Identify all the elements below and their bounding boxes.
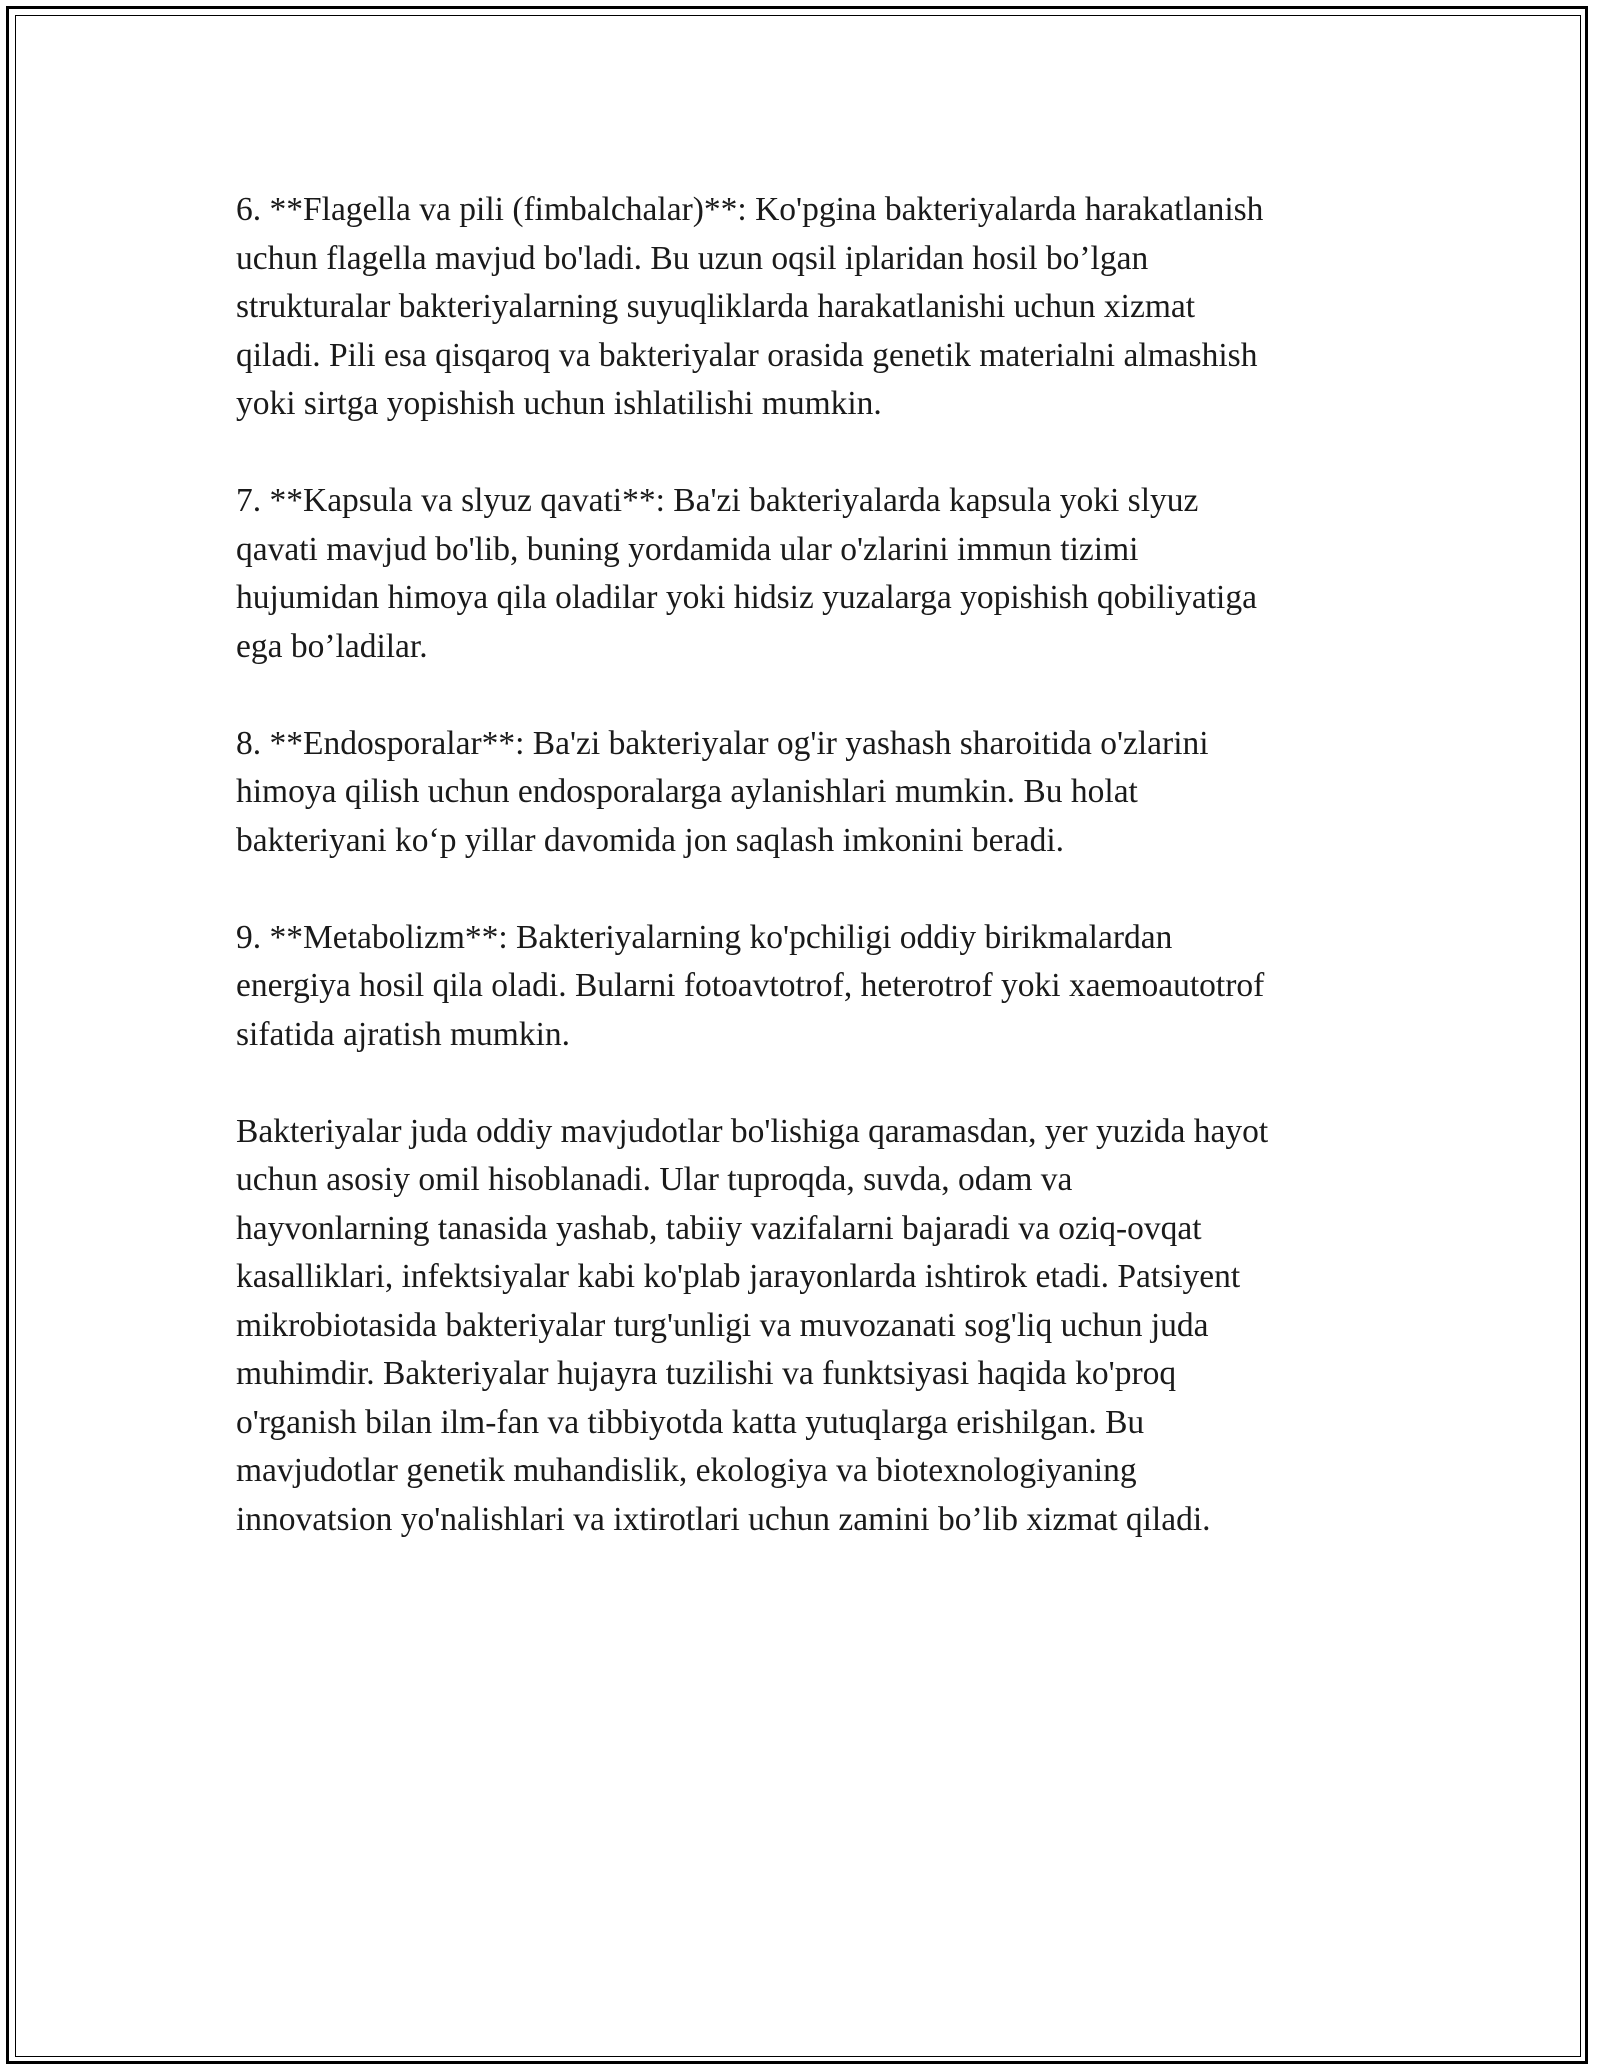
paragraph-metabolism: 9. **Metabolizm**: Bakteriyalarning ko'pchiligi oddiy birikmalardan energiya hosil qila oladi. Bularni fotoavtotrof, heterotrof yoki xaemoautotrof sifatida ajratish mumkin. — [236, 918, 1265, 1053]
paragraph-conclusion: Bakteriyalar juda oddiy mavjudotlar bo'lishiga qaramasdan, yer yuzida hayot uchun asosiy omil hisoblanadi. Ular tuproqda, suvda, odam va hayvonlarning tanasida yashab, tabiiy vazifalarni bajaradi va oziq-ovqat kasalliklari, infektsiyalar kabi ko'plab jarayonlarda ishtirok etadi. Patsiyent mikrobiotasida bakteriyalar turg'unligi va muvozanati sog'liq uchun juda muhimdir. Bakteriyalar hujayra tuzilishi va funktsiyasi haqida ko'proq o'rganish bilan ilm-fan va tibbiyotda katta yutuqlarga erishilgan. Bu mavjudotlar genetik muhandislik, ekologiya va biotexnologiyaning innovatsion yo'nalishlari va ixtirotlari uchun zamini bo’lib xizmat qiladi. — [236, 1112, 1269, 1538]
document-body — [236, 186, 1381, 1593]
paragraph-capsule-slime-layer: 7. **Kapsula va slyuz qavati**: Ba'zi bakteriyalarda kapsula yoki slyuz qavati mavjud bo'lib, buning yordamida ular o'zlarini immun tizimi hujumidan himoya qila oladilar yoki hidsiz yuzalarga yopishish qobiliyatiga ega bo’ladilar. — [236, 482, 1257, 665]
paragraph-flagella-pili: 6. **Flagella va pili (fimbalchalar)**: Ko'pgina bakteriyalarda harakatlanish uchun flagella mavjud bo'ladi. Bu uzun oqsil iplaridan hosil bo’lgan strukturalar bakteriyalarning suyuqliklarda harakatlanishi uchun xizmat qiladi. Pili esa qisqaroq va bakteriyalar orasida genetik materialni almashish yoki sirtga yopishish uchun ishlatilishi mumkin. — [236, 191, 1264, 422]
paragraph-endospores: 8. **Endosporalar**: Ba'zi bakteriyalar og'ir yashash sharoitida o'zlarini himoya qilish uchun endosporalarga aylanishlari mumkin. Bu holat bakteriyani ko‘p yillar davomida jon saqlash imkonini beradi. — [236, 724, 1209, 859]
